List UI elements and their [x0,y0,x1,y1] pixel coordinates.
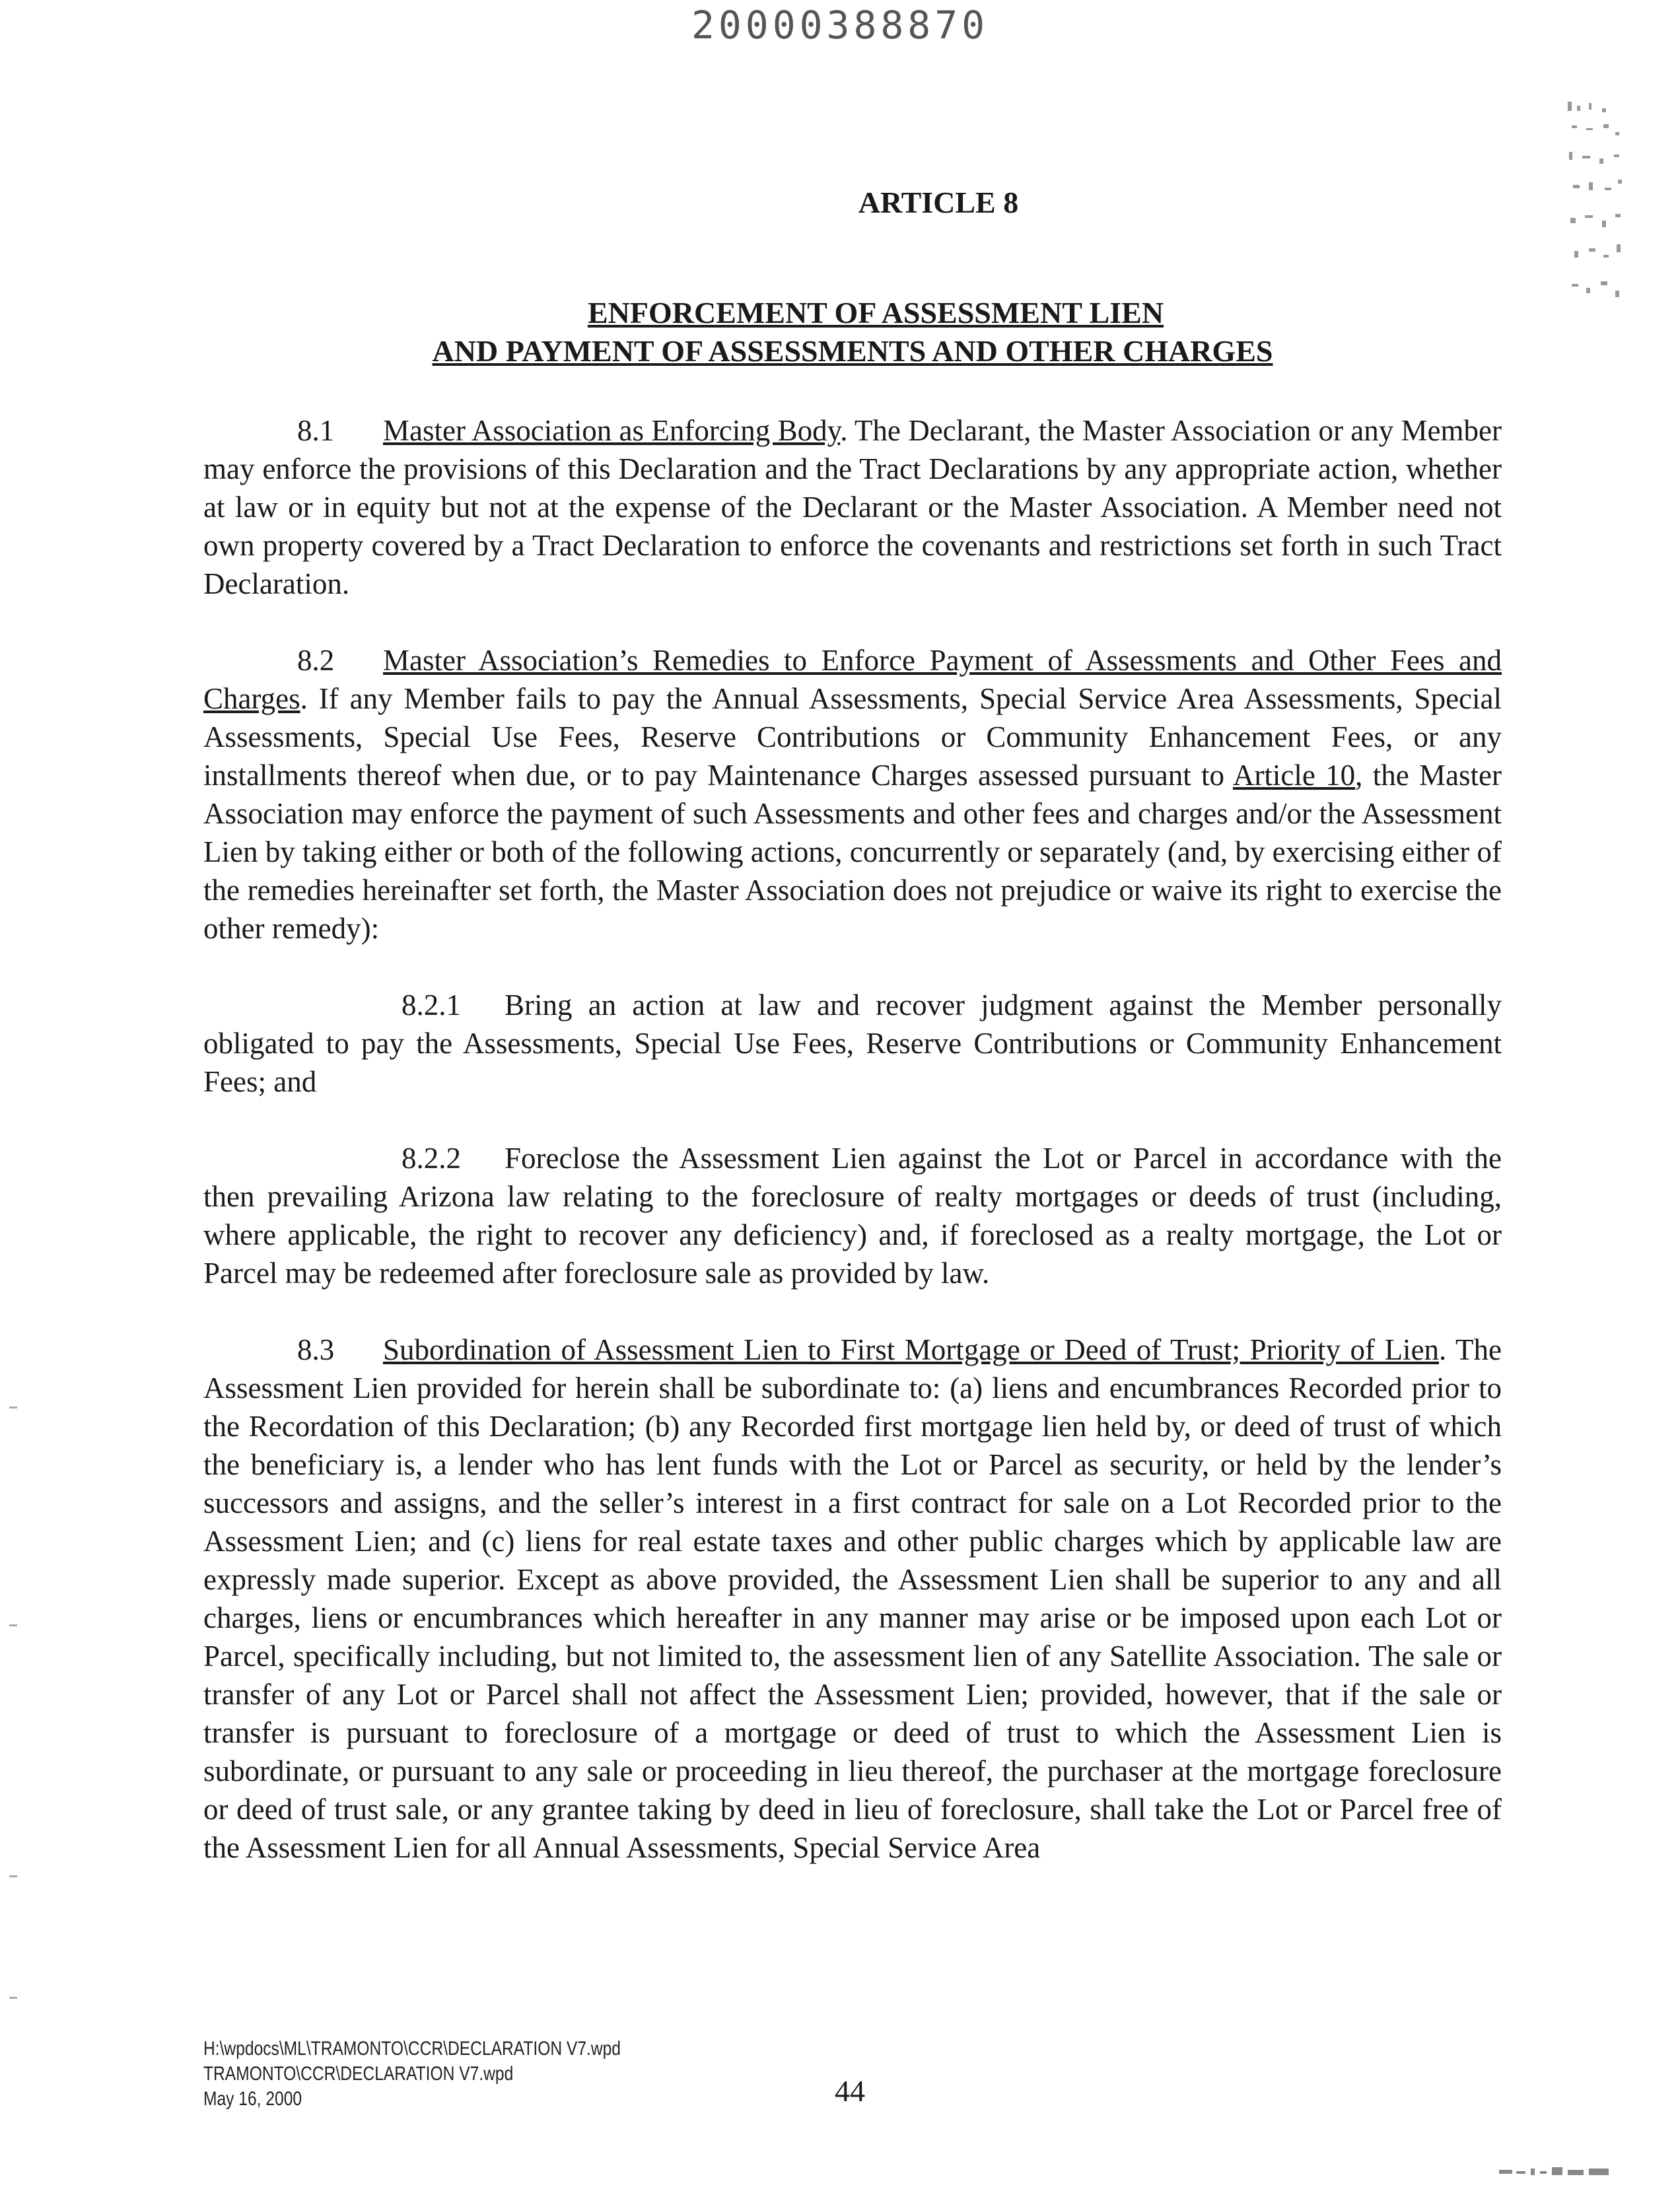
section-title: Master Association’s Remedies to Enforce Payment of Assessments and Other Fees and Charges [203,644,1502,715]
footer-date: May 16, 2000 [203,2088,302,2110]
section-8-3 [203,1331,1502,1867]
section-number: 8.2.2 [402,1142,461,1175]
section-title: Subordination of Assessment Lien to First Mortgage or Deed of Trust; Priority of Lien [383,1333,1440,1366]
section-8-2-2 [203,1139,1502,1292]
footer-line: TRAMONTO\CCR\DECLARATION V7.wpd [203,2063,514,2085]
recording-stamp-image [1562,99,1628,317]
scan-mark [9,1624,17,1626]
scan-mark [9,1875,17,1877]
article-title: ARTICLE 8 [858,186,1019,219]
page-number: 44 [835,2074,865,2108]
section-8-2-1 [203,986,1502,1101]
section-text: Foreclose the Assessment Lien against the Lot or Parcel in accordance with the then prevailing Arizona law relating to the foreclosure of realty mortgages or deeds of trust (including, where applicable, the right to recover any deficiency) and, if foreclosed as a realty mortgage, the Lot or Parcel may be redeemed after foreclosure sale as provided by law. [203,1142,1502,1290]
section-number: 8.3 [297,1333,335,1366]
section-8-1 [203,411,1502,603]
file-path-footer [203,2036,621,2112]
article-heading-line1: ENFORCEMENT OF ASSESSMENT LIEN [587,296,1164,330]
section-number: 8.2 [297,644,335,677]
scan-mark [9,1997,17,1999]
section-text: . If any Member fails to pay the Annual Assessments, Special Service Area Assessments, Special Assessments, Special Use Fees, Reserve Contributions or Community Enhancement Fees, or any installments thereof when due, or to pay Maintenance Charges assessed pursuant to [203,682,1502,792]
article-heading-line2: AND PAYMENT OF ASSESSMENTS AND OTHER CHARGES [432,334,1273,368]
section-8-2 [203,641,1502,948]
section-text: . The Declarant, the Master Association or any Member may enforce the provisions of this Declaration and the Tract Declarations by any appropriate action, whether at law or in equity but not at the expense of the Declarant or the Master Association. A Member need not own property covered by a Tract Declaration to enforce the covenants and restrictions set forth in such Tract Declaration. [203,414,1502,600]
section-text: . The Assessment Lien provided for herein shall be subordinate to: (a) liens and encumbrances Recorded prior to the Recordation of this Declaration; (b) any Recorded first mortgage lien held by, or deed of trust of which the beneficiary is, a lender who has lent funds with the Lot or Parcel as security, or held by the lender’s successors and assigns, and the seller’s interest in a first contract for sale on a Lot Recorded prior to the Assessment Lien; and (c) liens for real estate taxes and other public charges which by applicable law are expressly made superior. Except as above provided, the Assessment Lien shall be superior to any and all charges, liens or encumbrances which hereafter in any manner may arise or be imposed upon each Lot or Parcel, specifically including, but not limited to, the assessment lien of any Satellite Association. The sale or transfer of any Lot or Parcel shall not affect the Assessment Lien; provided, however, that if the sale or transfer is pursuant to foreclosure of a mortgage or deed of trust to which the Assessment Lien is subordinate, or pursuant to any sale or proceeding in lieu thereof, the purchaser at the mortgage foreclosure or deed of trust sale, or any grantee taking by deed in lieu of foreclosure, shall take the Lot or Parcel free of the Assessment Lien for all Annual Assessments, Special Service Area [203,1333,1502,1864]
scanner-mark-image [1499,2165,1618,2179]
section-text: Bring an action at law and recover judgment against the Member personally obligated to pay the Assessments, Special Use Fees, Reserve Contributions or Community Enhancement Fees; and [203,989,1502,1098]
section-number: 8.1 [297,414,335,447]
section-title: Master Association as Enforcing Body [383,414,841,447]
article-reference: Article 10 [1232,759,1356,792]
document-body [203,185,1502,1867]
footer-line: H:\wpdocs\ML\TRAMONTO\CCR\DECLARATION V7.wpd [203,2038,621,2060]
scan-mark [9,1406,17,1408]
section-text: , the Master Association may enforce the payment of such Assessments and other fees and charges and/or the Assessment Lien by taking either or both of the following actions, concurrently or separately (and, by exercising either of the remedies hereinafter set forth, the Master Association does not prejudice or waive its right to exercise the other remedy): [203,759,1502,945]
document-number: 20000388870 [691,3,989,48]
section-number: 8.2.1 [402,989,461,1022]
